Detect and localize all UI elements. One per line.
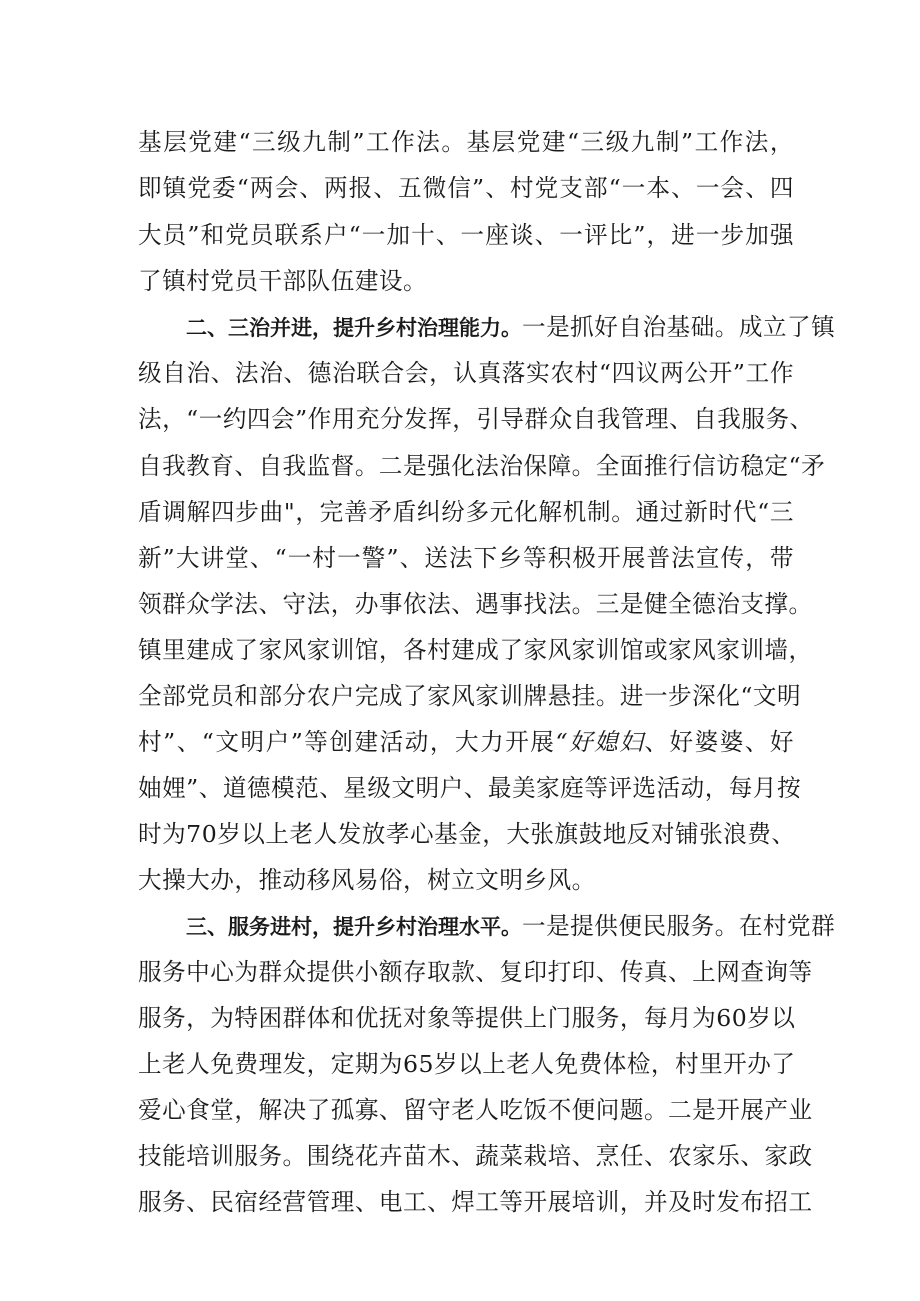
paragraph-3-line-5: 爱心食堂，解决了孤寡、留守老人吃饭不便问题。二是开展产业 xyxy=(138,1096,813,1124)
paragraph-2-line-7: 领群众学法、守法，办事依法、遇事找法。三是健全德治支撑。 xyxy=(138,590,813,618)
paragraph-3-line-1 xyxy=(186,904,836,948)
paragraph-2-line-12: 时为70岁以上老人发放孝心基金，大张旗鼓地反对铺张浪费、 xyxy=(138,820,796,848)
paragraph-3-line-2: 服务中心为群众提供小额存取款、复印打印、传真、上网查询等 xyxy=(138,958,813,986)
paragraph-2-line-13: 大操大办，推动移风易俗，树立文明乡风。 xyxy=(138,866,596,894)
paragraph-2-line-2: 级自治、法治、德治联合会，认真落实农村“四议两公开”工作 xyxy=(138,359,794,387)
paragraph-2-line-9: 全部党员和部分农户完成了家风家训牌悬挂。进一步深化“文明 xyxy=(138,682,802,710)
paragraph-1-line-3: 大员”和党员联系户“一加十、一座谈、一评比”，进一步加强 xyxy=(138,221,794,249)
section-heading-3: 三、服务进村，提升乡村治理水平。 xyxy=(186,915,522,939)
paragraph-2-line-10-text: 村”、“文明户”等创建活动，大力开展 xyxy=(138,728,556,756)
paragraph-2-line-3: 法，“一约四会”作用充分发挥，引导群众自我管理、自我服务、 xyxy=(138,405,814,433)
paragraph-2-line-10-tail: 、好婆婆、好 xyxy=(644,728,795,756)
paragraph-2-line-4: 自我教育、自我监督。二是强化法治保障。全面推行信访稳定“矛 xyxy=(138,452,826,480)
paragraph-2-line-10 xyxy=(138,720,794,764)
paragraph-3-line-7: 服务、民宿经营管理、电工、焊工等开展培训，并及时发布招工 xyxy=(138,1188,813,1216)
paragraph-2-line-6: 新”大讲堂、“一村一警”、送法下乡等积极开展普法宣传，带 xyxy=(138,544,794,572)
paragraph-3-line-6: 技能培训服务。围绕花卉苗木、蔬菜栽培、烹任、农家乐、家政 xyxy=(138,1142,813,1170)
italic-fragment: “好媳妇 xyxy=(555,728,645,756)
paragraph-2-line-11: 妯娌”、道德模范、星级文明户、最美家庭等评选活动，每月按 xyxy=(138,774,802,802)
paragraph-3-line-4: 上老人免费理发，定期为65岁以上老人免费体检，村里开办了 xyxy=(138,1050,796,1078)
paragraph-3-line-3: 服务，为特困群体和优抚对象等提供上门服务，每月为60岁以 xyxy=(138,1004,796,1032)
paragraph-2-line-8: 镇里建成了家风家训馆，各村建成了家风家训馆或家风家训墙， xyxy=(138,636,813,664)
paragraph-1-line-1: 基层党建“三级九制”工作法。基层党建“三级九制”工作法， xyxy=(138,128,794,156)
paragraph-2-line-5: 盾调解四步曲"，完善矛盾纠纷多元化解机制。通过新时代“三 xyxy=(138,498,794,526)
paragraph-2-line-1-text: 一是抓好自治基础。成立了镇 xyxy=(522,313,836,341)
paragraph-2-line-1 xyxy=(186,305,836,349)
paragraph-1-line-2: 即镇党委“两会、两报、五微信”、村党支部“一本、一会、四 xyxy=(138,174,794,202)
paragraph-1-line-4: 了镇村党员干部队伍建设。 xyxy=(138,267,428,295)
paragraph-3-line-1-text: 一是提供便民服务。在村党群 xyxy=(522,912,836,940)
section-heading-2: 二、三治并进，提升乡村治理能力。 xyxy=(186,316,522,340)
